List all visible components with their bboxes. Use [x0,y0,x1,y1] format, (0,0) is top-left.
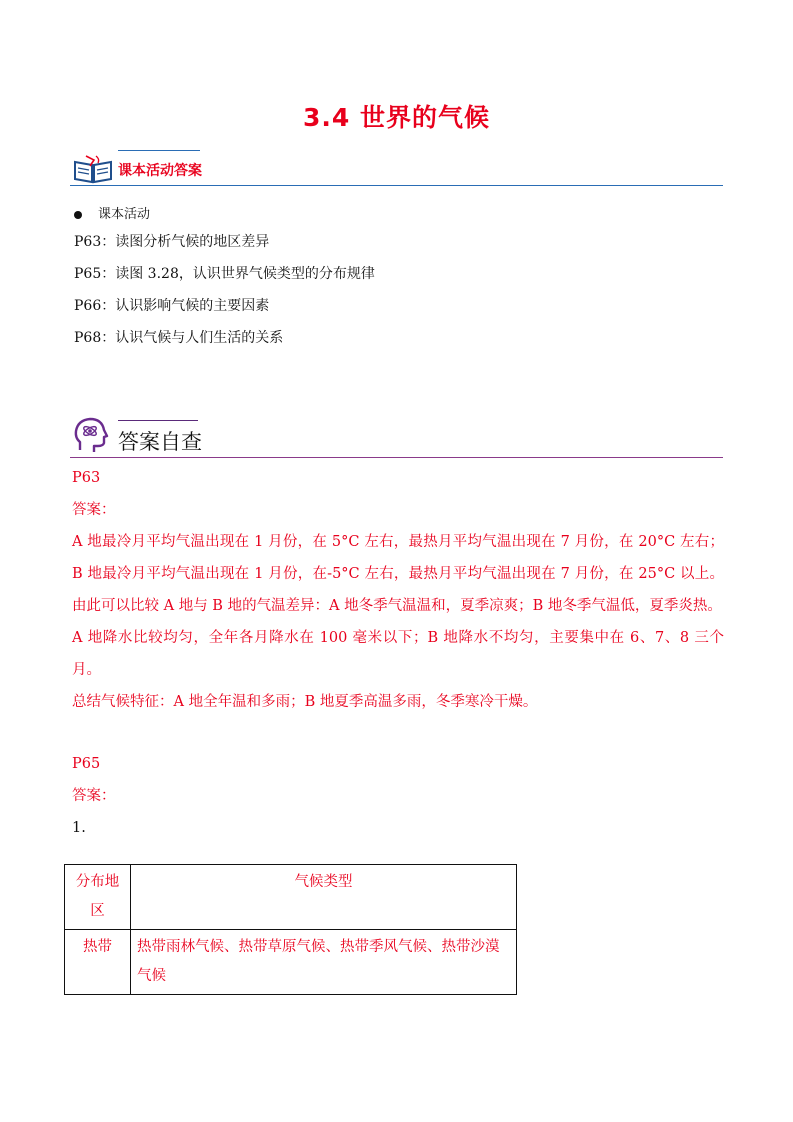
page-ref-p63: P63 [72,470,101,486]
open-book-icon [72,154,114,184]
p63-paragraph-precipitation: A 地降水比较均匀，全年各月降水在 100 毫米以下；B 地降水不均匀，主要集中在 6、7、8 三个月。 [72,630,724,678]
bullet-dot-icon [74,211,82,219]
page-ref-p65: P65 [72,756,101,772]
section-label: 答案自查 [118,430,202,454]
header-top-rule [118,150,200,151]
activity-item: P68：认识气候与人们生活的关系 [74,330,284,346]
climate-distribution-table [64,864,517,995]
section-label: 课本活动答案 [118,163,202,179]
activity-item: P65：读图 3.28，认识世界气候类型的分布规律 [74,266,375,282]
header-top-rule [118,420,198,421]
activity-item: P63：读图分析气候的地区差异 [74,234,270,250]
section-header-self-check [70,412,723,460]
table-header-row [65,865,517,930]
section-header-textbook-answers [70,148,723,188]
page-title: 3.4 世界的气候 [303,103,490,132]
bullet-heading [74,204,375,226]
table-header-cell-region: 分布地区 [65,865,131,930]
answer-label: 答案： [72,502,116,518]
bullet-text: 课本活动 [98,207,151,222]
table-row [65,930,517,995]
textbook-activity-list [74,204,375,354]
question-number: 1. [72,820,86,836]
table-cell-region: 热带 [65,930,131,995]
answer-content [72,462,724,844]
activity-item: P66：认识影响气候的主要因素 [74,298,270,314]
brain-head-icon [72,416,112,456]
header-bottom-rule [70,185,723,186]
table-header-cell-climate: 气候类型 [131,865,517,930]
answer-label: 答案： [72,788,116,804]
table-cell-climate: 热带雨林气候、热带草原气候、热带季风气候、热带沙漠气候 [131,930,517,995]
p63-paragraph-temperature: A 地最冷月平均气温出现在 1 月份，在 5°C 左右，最热月平均气温出现在 7 月份，在 20°C 左右；B 地最冷月平均气温出现在 1 月份，在-5°C 左右，最热月平均气温出现在 7 月份，在 25°C 以上。由此可以比较 A 地与 B 地的气温差异：A 地冬季气温温和，夏季凉爽；B 地冬季气温低，夏季炎热。 [72,534,724,614]
header-bottom-rule [70,457,723,458]
p63-paragraph-summary: 总结气候特征：A 地全年温和多雨；B 地夏季高温多雨，冬季寒冷干燥。 [72,694,538,710]
